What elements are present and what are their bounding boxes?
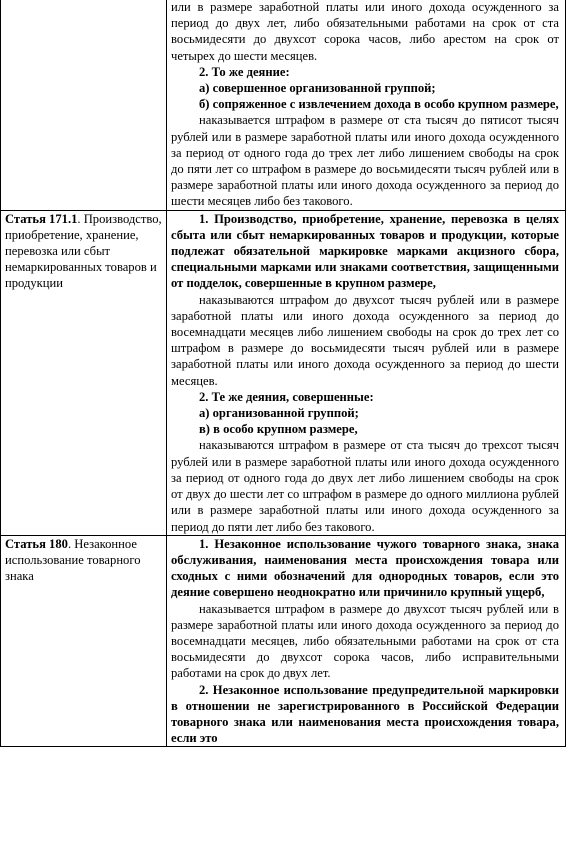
paragraph: а) организованной группой;	[199, 406, 359, 421]
table-row	[1, 0, 566, 210]
paragraph: наказываются штрафом в размере от ста тысяч до трехсот тысяч рублей или в размере заработной платы или иного дохода осужденного за период от одного года до двух лет либо лишением свободы на срок от двух до шести лет со штрафом в размере до одного миллиона рублей или в размере заработной платы или иного дохода осужденного за период до пяти лет либо без такового.	[171, 438, 559, 534]
penalty-cell	[167, 210, 566, 535]
paragraph: а) совершенное организованной группой;	[199, 81, 436, 96]
paragraph: 1. Производство, приобретение, хранение, перевозка в целях сбыта или сбыт немаркированных товаров и продукции, которые подлежат обязательной маркировке марками акцизного сбора, специальными марками или знаками соответствия, защищенными от подделок, совершенные в крупном размере,	[171, 211, 559, 291]
article-cell	[1, 535, 167, 747]
article-cell	[1, 0, 167, 210]
paragraph: или в размере заработной платы или иного дохода осужденного за период до двух лет, либо обязательными работами на срок от ста восьмидесяти до двухсот сорока часов, либо арестом на срок от четырех до шести месяцев.	[171, 0, 559, 63]
paragraph: 2. Незаконное использование предупредительной маркировки в отношении не зарегистрированного в Российской Федерации товарного знака или наименования места происхождения товара, если это	[171, 682, 559, 746]
paragraph: б) сопряженное с извлечением дохода в особо крупном размере,	[199, 97, 559, 112]
table-row	[1, 535, 566, 747]
article-description: . Производство, приобретение, хранение, перевозка или сбыт немаркированных товаров и продукции	[5, 211, 162, 291]
article-title: Статья 180	[5, 536, 68, 551]
paragraph: 2. Те же деяния, совершенные:	[199, 389, 374, 404]
article-cell	[1, 210, 167, 535]
article-title: Статья 171.1	[5, 211, 78, 226]
paragraph: 1. Незаконное использование чужого товарного знака, знака обслуживания, наименования места происхождения товара или сходных с ними обозначений для однородных товаров, если это деяние совершено неоднократно или причинило крупный ущерб,	[171, 536, 559, 600]
table-row	[1, 210, 566, 535]
paragraph: наказываются штрафом до двухсот тысяч рублей или в размере заработной платы или иного дохода осужденного за период до восемнадцати месяцев либо лишением свободы на срок до трех лет со штрафом в размере до восьмидесяти тысяч рублей или в размере заработной платы или иного дохода осужденного за период до шести месяцев.	[171, 292, 559, 388]
paragraph: в) в особо крупном размере,	[199, 422, 358, 437]
penalty-cell	[167, 535, 566, 747]
paragraph: наказывается штрафом в размере от ста тысяч до пятисот тысяч рублей или в размере заработной платы или иного дохода осужденного за период от одного года до трех лет либо лишением свободы на срок до пяти лет со штрафом в размере до восьмидесяти тысяч рублей или в размере заработной платы или иного дохода осужденного за период до шести месяцев либо без такового.	[171, 113, 559, 209]
paragraph: 2. То же деяние:	[199, 64, 290, 79]
penalty-cell	[167, 0, 566, 210]
paragraph: наказывается штрафом в размере до двухсот тысяч рублей или в размере заработной платы или иного дохода осужденного за период до восемнадцати месяцев, либо обязательными работами на срок от ста восьмидесяти до двухсот сорока часов, либо исправительными работами на срок до двух лет.	[171, 601, 559, 681]
article-description: . Незаконное использование товарного знака	[5, 536, 141, 584]
